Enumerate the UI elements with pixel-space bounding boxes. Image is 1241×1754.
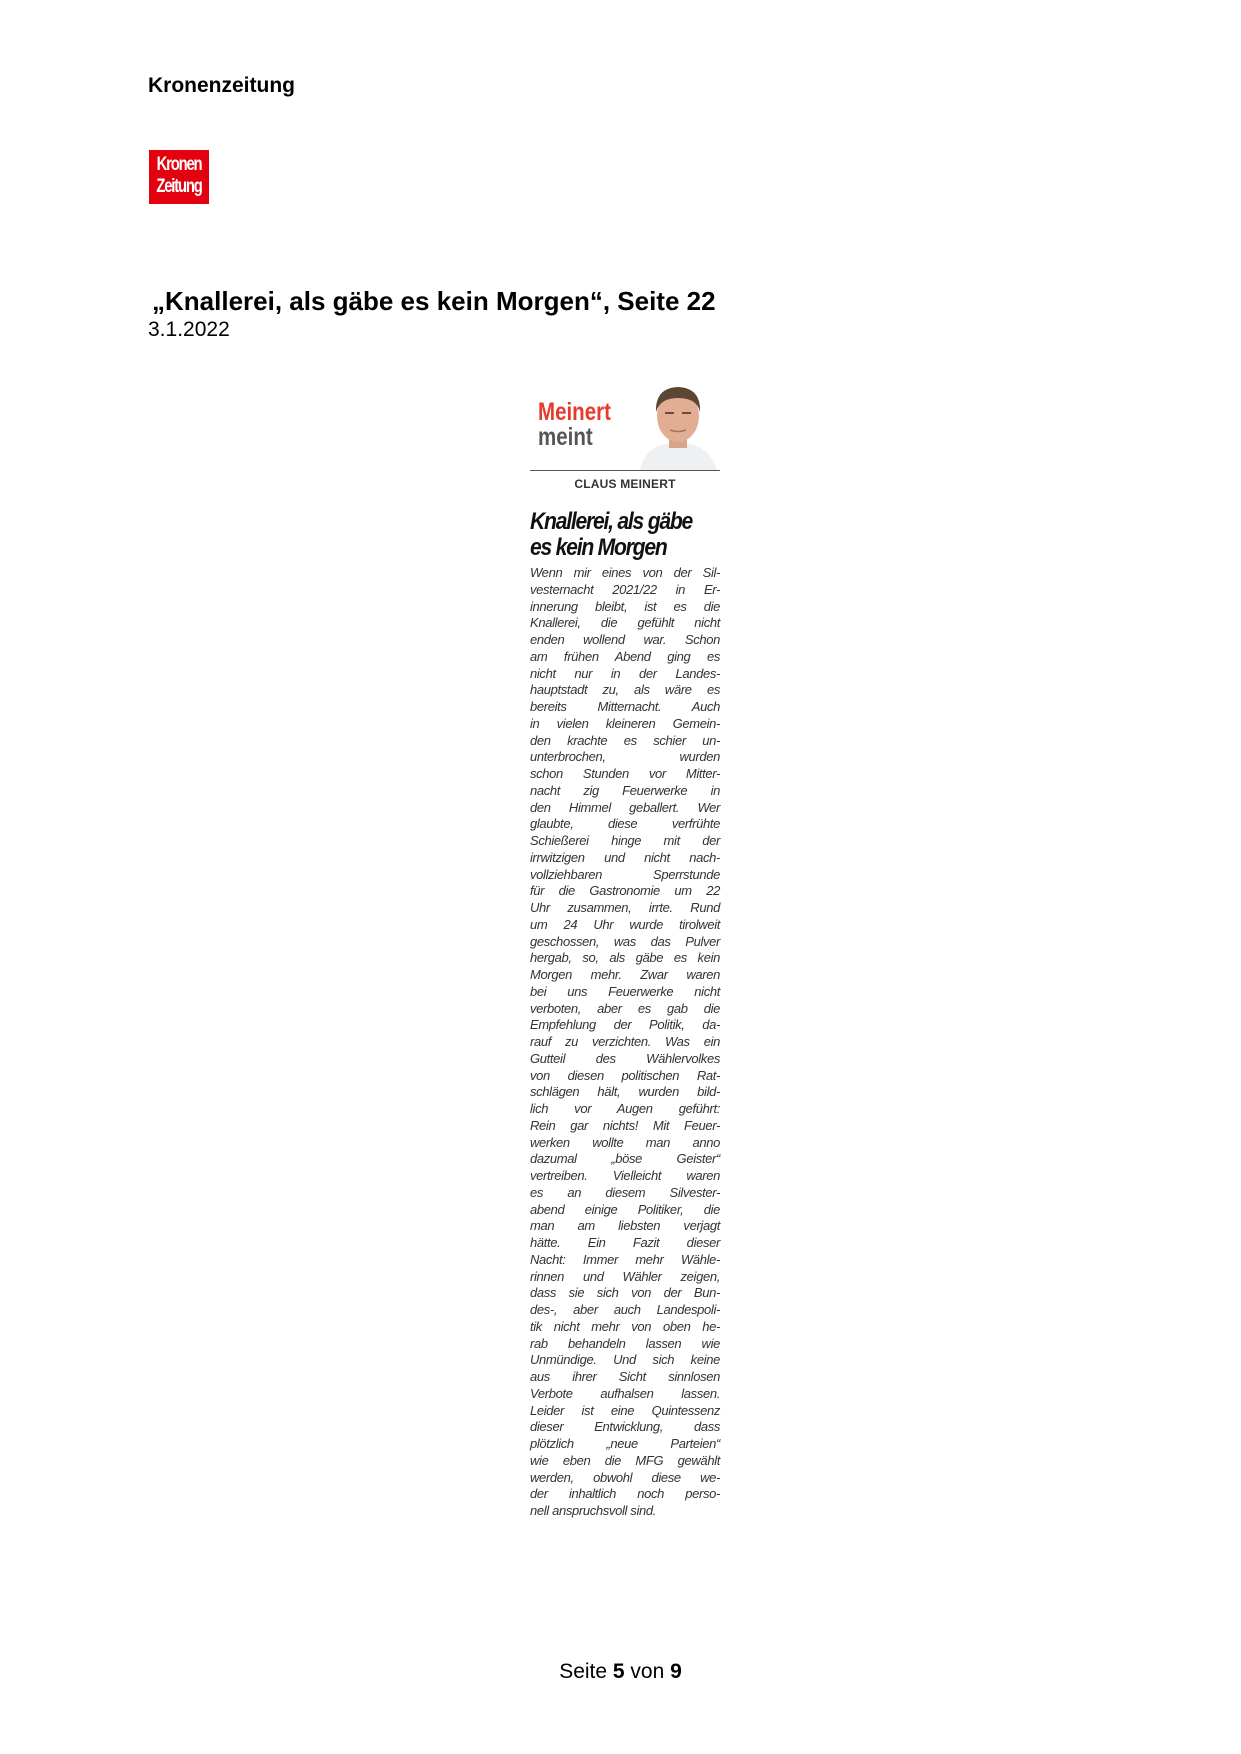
body-line: nacht zig Feuerwerke in bbox=[530, 782, 720, 798]
body-line: dieser Entwicklung, dass bbox=[530, 1419, 720, 1435]
body-line: wie eben die MFG gewählt bbox=[530, 1452, 720, 1468]
body-line: des-, aber auch Landespoli- bbox=[530, 1302, 720, 1317]
body-line: Wenn mir eines von der Sil- bbox=[530, 565, 720, 580]
body-line: enden wollend war. Schon bbox=[530, 632, 720, 647]
kronen-zeitung-logo bbox=[149, 150, 209, 204]
headline-line: Knallerei, als gäbe bbox=[530, 508, 693, 535]
body-line: rinnen und Wähler zeigen, bbox=[530, 1268, 720, 1284]
body-line: dazumal „böse Geister“ bbox=[530, 1151, 720, 1167]
body-line: Empfehlung der Politik, da- bbox=[530, 1017, 720, 1033]
body-line: es an diesem Silvester- bbox=[530, 1184, 720, 1200]
body-line: schon Stunden vor Mitter- bbox=[530, 766, 720, 781]
body-line: hauptstadt zu, als wäre es bbox=[530, 682, 720, 698]
body-line: geschossen, was das Pulver bbox=[530, 933, 720, 949]
body-line: verboten, aber es gab die bbox=[530, 1000, 720, 1016]
body-line: hergab, so, als gäbe es kein bbox=[530, 950, 720, 966]
body-line: Leider ist eine Quintessenz bbox=[530, 1402, 720, 1418]
body-line: werken wollte man anno bbox=[530, 1134, 720, 1150]
body-line: tik nicht mehr von oben he- bbox=[530, 1318, 720, 1334]
body-line: vollziehbaren Sperrstunde bbox=[530, 866, 720, 882]
author-photo bbox=[635, 378, 720, 470]
body-line: den Himmel geballert. Wer bbox=[530, 799, 720, 815]
body-line: innerung bleibt, ist es die bbox=[530, 598, 720, 614]
document-date: 3.1.2022 bbox=[148, 318, 230, 341]
body-line: nicht nur in der Landes- bbox=[530, 665, 720, 681]
body-line: abend einige Politiker, die bbox=[530, 1201, 720, 1217]
body-line: vesternacht 2021/22 in Er- bbox=[530, 581, 720, 597]
logo-line-1: Kronen bbox=[156, 154, 202, 175]
total-pages: 9 bbox=[670, 1660, 682, 1683]
body-line: den krachte es schier un- bbox=[530, 732, 720, 748]
body-line: Uhr zusammen, irrte. Rund bbox=[530, 900, 720, 915]
body-line: schlägen hält, wurden bild- bbox=[530, 1084, 720, 1100]
body-line: vertreiben. Vielleicht waren bbox=[530, 1168, 720, 1183]
body-line: rab behandeln lassen wie bbox=[530, 1335, 720, 1351]
body-line: der inhaltlich noch perso- bbox=[530, 1486, 720, 1502]
headline-line: es kein Morgen bbox=[530, 534, 667, 561]
body-line: aus ihrer Sicht sinnlosen bbox=[530, 1369, 720, 1384]
body-line: um 24 Uhr wurde tirolweit bbox=[530, 916, 720, 932]
current-page: 5 bbox=[612, 1660, 625, 1683]
body-line: rauf zu verzichten. Was ein bbox=[530, 1034, 720, 1049]
page-footer bbox=[0, 1660, 1241, 1684]
body-line: bei uns Feuerwerke nicht bbox=[530, 983, 720, 999]
column-name-grey: meint bbox=[538, 423, 593, 451]
body-line: nell anspruchsvoll sind. bbox=[530, 1503, 657, 1518]
footer-label: von bbox=[624, 1660, 671, 1683]
body-line: Schießerei hinge mit der bbox=[530, 833, 720, 848]
body-line: Unmündige. Und sich keine bbox=[530, 1352, 720, 1368]
body-line: in vielen kleineren Gemein- bbox=[530, 715, 720, 731]
source-name: Kronenzeitung bbox=[148, 74, 295, 97]
body-line: am frühen Abend ging es bbox=[530, 648, 720, 664]
column-name-red: Meinert bbox=[538, 398, 611, 426]
body-line: Morgen mehr. Zwar waren bbox=[530, 967, 720, 982]
article-headline bbox=[530, 509, 720, 561]
body-line: Verbote aufhalsen lassen. bbox=[530, 1385, 720, 1401]
article-clipping bbox=[530, 378, 720, 1520]
column-masthead bbox=[530, 378, 720, 471]
body-line: plötzlich „neue Parteien“ bbox=[530, 1436, 720, 1451]
body-line: man am liebsten verjagt bbox=[530, 1218, 720, 1234]
document-title: „Knallerei, als gäbe es kein Morgen“, Seite 22 bbox=[152, 286, 716, 316]
body-line: unterbrochen, wurden bbox=[530, 749, 720, 765]
body-line: für die Gastronomie um 22 bbox=[530, 883, 720, 899]
body-line: hätte. Ein Fazit dieser bbox=[530, 1235, 720, 1250]
footer-label: Seite bbox=[559, 1660, 613, 1683]
logo-line-2: Zeitung bbox=[156, 176, 202, 197]
author-name: CLAUS MEINERT bbox=[574, 477, 676, 491]
body-line: Knallerei, die gefühlt nicht bbox=[530, 615, 720, 631]
article-body bbox=[530, 565, 720, 1520]
body-line: glaubte, diese verfrühte bbox=[530, 816, 720, 832]
body-line: Gutteil des Wählervolkes bbox=[530, 1050, 720, 1066]
body-line: werden, obwohl diese we- bbox=[530, 1469, 720, 1485]
body-line: Rein gar nichts! Mit Feuer- bbox=[530, 1117, 720, 1133]
body-line: lich vor Augen geführt: bbox=[530, 1101, 720, 1116]
body-line: irrwitzigen und nicht nach- bbox=[530, 849, 720, 865]
body-line: bereits Mitternacht. Auch bbox=[530, 699, 720, 714]
body-line: dass sie sich von der Bun- bbox=[530, 1285, 720, 1301]
body-line: von diesen politischen Rat- bbox=[530, 1067, 720, 1083]
body-line: Nacht: Immer mehr Wähle- bbox=[530, 1251, 720, 1267]
